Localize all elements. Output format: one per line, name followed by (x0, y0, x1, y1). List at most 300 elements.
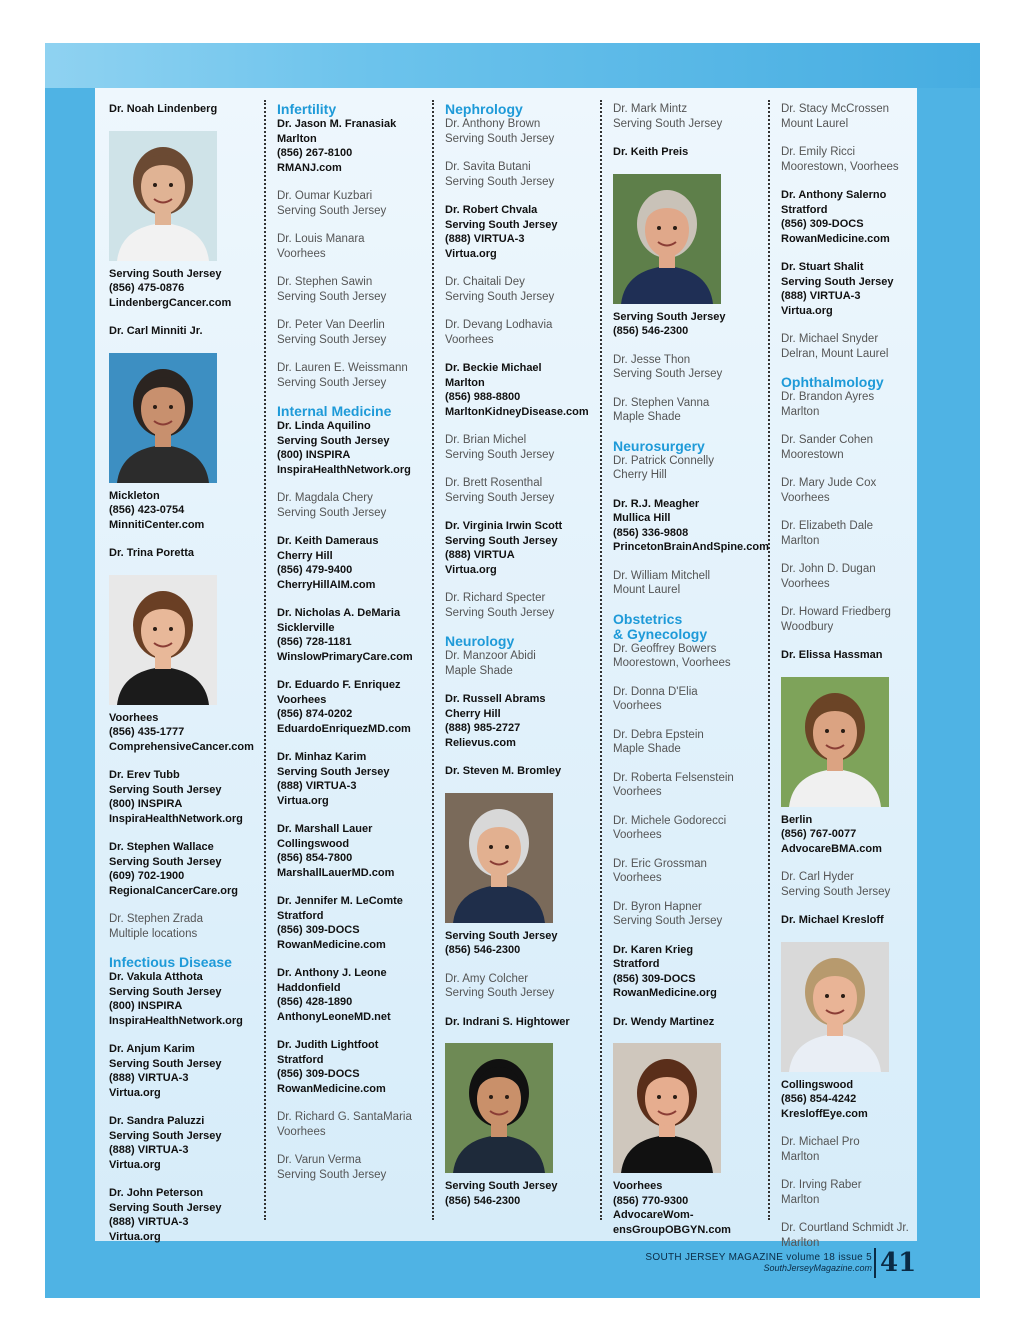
doctor-name: Dr. Marshall Lauer (277, 823, 373, 835)
doctor-name: Dr. Donna D'Elia (613, 685, 698, 698)
doctor-detail: Serving South Jersey (781, 885, 891, 898)
doctor-detail: (800) INSPIRA (109, 798, 183, 810)
photo-trina-poretta (109, 575, 217, 705)
doctor-name: Dr. Courtland Schmidt Jr. (781, 1222, 909, 1234)
doctor-listing (277, 275, 435, 304)
directory-column-4 (613, 102, 771, 1251)
doctor-detail: Serving South Jersey (445, 606, 555, 619)
doctor-listing (445, 1179, 603, 1208)
doctor-detail: Serving South Jersey (445, 987, 555, 999)
doctor-listing (277, 822, 435, 880)
doctor-name: Dr. Roberta Felsenstein (613, 771, 734, 784)
doctor-listing (781, 605, 939, 634)
doctor-detail: Serving South Jersey (445, 491, 555, 504)
doctor-listing (445, 117, 603, 146)
doctor-detail: MinnitiCenter.com (109, 518, 205, 531)
doctor-listing (613, 102, 771, 131)
doctor-name: Dr. Peter Van Deerlin (277, 319, 385, 331)
doctor-listing (277, 491, 435, 520)
doctor-listing (781, 1078, 939, 1122)
doctor-listing (277, 232, 435, 261)
doctor-detail: Virtua.org (109, 1086, 161, 1099)
doctor-name: Dr. Anthony Brown (445, 118, 541, 130)
doctor-name: Dr. Lauren E. Weissmann (277, 362, 408, 374)
photo-carl-minniti (109, 353, 217, 483)
specialty-heading (445, 634, 603, 649)
doctor-detail: Serving South Jersey (445, 218, 558, 231)
doctor-detail: (888) VIRTUA-3 (781, 290, 861, 302)
doctor-listing (109, 768, 267, 826)
doctor-detail: ComprehensiveCancer.com (109, 740, 254, 753)
doctor-detail: Voorhees (445, 333, 494, 346)
doctor-name: Dr. Brandon Ayres (781, 391, 875, 403)
doctor-listing (109, 489, 267, 533)
doctor-listing (445, 591, 603, 620)
doctor-name: Dr. Stephen Vanna (613, 396, 710, 409)
doctor-listing (445, 972, 603, 1001)
doctor-detail: Serving South Jersey (109, 855, 222, 868)
doctor-name: Dr. Devang Lodhavia (445, 319, 553, 331)
doctor-listing (445, 203, 603, 261)
doctor-listing (613, 396, 771, 425)
doctor-detail: Serving South Jersey (277, 434, 390, 447)
doctor-name: Dr. Richard G. SantaMaria (277, 1111, 412, 1123)
doctor-detail: Serving South Jersey (445, 448, 555, 461)
doctor-detail: Serving South Jersey (109, 1129, 222, 1142)
doctor-detail: Collingswood (277, 837, 350, 850)
doctor-name: Dr. Noah Lindenberg (109, 103, 218, 115)
doctor-listing (277, 419, 435, 477)
doctor-listing (445, 433, 603, 462)
doctor-name: Dr. Anthony Salerno (781, 189, 887, 201)
doctor-detail: Stratford (277, 909, 324, 922)
specialty-title: Neurosurgery (613, 437, 705, 454)
doctor-detail: RowanMedicine.com (277, 1082, 386, 1095)
doctor-listing (277, 966, 435, 1024)
doctor-name: Dr. Debra Epstein (613, 728, 704, 741)
doctor-listing (781, 913, 939, 928)
doctor-detail: Serving South Jersey (445, 175, 555, 188)
specialty-heading (613, 439, 771, 454)
specialty-title: Neurology (445, 633, 515, 649)
doctor-detail: Serving South Jersey (445, 132, 555, 145)
doctor-detail: Relievus.com (445, 736, 516, 749)
doctor-listing (781, 1221, 939, 1250)
doctor-name: Dr. Brett Rosenthal (445, 477, 543, 489)
doctor-listing (781, 260, 939, 318)
doctor-detail: LindenbergCancer.com (109, 296, 232, 309)
doctor-name: Serving South Jersey (445, 929, 558, 942)
photo-michael-kresloff (781, 942, 889, 1072)
doctor-listing (781, 188, 939, 246)
doctor-name: Dr. Howard Friedberg (781, 606, 891, 618)
doctor-listing (277, 534, 435, 592)
doctor-name: Dr. William Mitchell (613, 569, 711, 582)
doctor-listing (781, 1135, 939, 1164)
doctor-listing (613, 310, 771, 339)
doctor-detail: Serving South Jersey (613, 117, 723, 130)
doctor-detail: (856) 309-DOCS (277, 1068, 360, 1080)
doctor-detail: Voorhees (781, 577, 830, 590)
doctor-name: Dr. Savita Butani (445, 161, 531, 173)
doctor-detail: (856) 479-9400 (277, 564, 353, 576)
doctor-listing (445, 692, 603, 750)
doctor-name: Dr. Louis Manara (277, 233, 365, 245)
doctor-listing (613, 145, 771, 160)
doctor-name: Dr. Anjum Karim (109, 1043, 195, 1055)
doctor-detail: (800) INSPIRA (277, 449, 351, 461)
doctor-name: Dr. Anthony J. Leone (277, 967, 387, 979)
doctor-listing (613, 900, 771, 929)
directory-column-5 (781, 102, 939, 1264)
doctor-name: Dr. Stuart Shalit (781, 261, 864, 273)
doctor-detail: (856) 267-8100 (277, 147, 353, 159)
doctor-detail: Marlton (445, 376, 485, 389)
doctor-detail: Maple Shade (613, 743, 681, 755)
doctor-name: Dr. Manzoor Abidi (445, 650, 536, 662)
doctor-name: Dr. Jesse Thon (613, 353, 691, 366)
specialty-heading (277, 102, 435, 117)
specialty-heading (613, 612, 771, 642)
specialty-heading (445, 102, 603, 117)
doctor-detail: Maple Shade (613, 411, 681, 423)
doctor-listing (613, 943, 771, 1001)
doctor-detail: Cherry Hill (613, 469, 667, 481)
doctor-detail: (856) 428-1890 (277, 996, 353, 1008)
doctor-name: Dr. John Peterson (109, 1187, 204, 1199)
doctor-detail: Serving South Jersey (445, 290, 555, 303)
doctor-listing (445, 275, 603, 304)
doctor-detail: AdvocareBMA.com (781, 842, 882, 855)
doctor-detail: WinslowPrimaryCare.com (277, 650, 413, 663)
doctor-name: Dr. Brian Michel (445, 434, 527, 446)
doctor-name: Dr. Keith Preis (613, 146, 689, 158)
doctor-detail: (856) 435-1777 (109, 726, 185, 738)
page-footer (632, 1252, 872, 1273)
doctor-detail: Stratford (613, 958, 660, 970)
doctor-detail: (888) 985-2727 (445, 722, 521, 734)
doctor-detail: Mullica Hill (613, 512, 671, 524)
doctor-detail: CherryHillAIM.com (277, 578, 376, 591)
doctor-detail: Virtua.org (445, 563, 497, 576)
doctor-detail: Multiple locations (109, 927, 198, 940)
doctor-listing (781, 519, 939, 548)
photo-steven-bromley (445, 793, 553, 923)
doctor-listing (109, 711, 267, 755)
doctor-detail: Virtua.org (445, 247, 497, 260)
doctor-detail: (888) VIRTUA-3 (277, 780, 357, 792)
doctor-name: Dr. Eric Grossman (613, 857, 707, 870)
doctor-listing (277, 1110, 435, 1139)
doctor-listing (781, 476, 939, 505)
doctor-name: Dr. Michael Snyder (781, 333, 879, 345)
doctor-name: Dr. Richard Specter (445, 592, 546, 604)
specialty-heading (277, 404, 435, 419)
doctor-listing (445, 361, 603, 419)
doctor-detail: Cherry Hill (445, 707, 501, 720)
doctor-listing (445, 519, 603, 577)
doctor-name: Dr. Chaitali Dey (445, 276, 525, 288)
doctor-detail: Voorhees (277, 247, 326, 260)
doctor-detail: Marlton (781, 534, 820, 547)
doctor-listing (781, 332, 939, 361)
doctor-name: Dr. Sander Cohen (781, 434, 874, 446)
doctor-detail: (888) VIRTUA-3 (109, 1216, 189, 1228)
doctor-name: Dr. Russell Abrams (445, 693, 546, 705)
doctor-detail: (856) 423-0754 (109, 504, 185, 516)
doctor-name: Dr. Elizabeth Dale (781, 520, 874, 532)
photo-wendy-martinez (613, 1043, 721, 1173)
doctor-name: Dr. Stephen Sawin (277, 276, 373, 288)
doctor-name: Dr. John D. Dugan (781, 563, 876, 575)
doctor-listing (445, 476, 603, 505)
photo-indrani-hightower (445, 1043, 553, 1173)
doctor-name: Dr. Trina Poretta (109, 547, 194, 559)
doctor-name: Dr. Steven M. Bromley (445, 765, 562, 777)
doctor-name: Dr. Emily Ricci (781, 146, 856, 158)
doctor-detail: Haddonfield (277, 981, 341, 994)
photo-noah-lindenberg (109, 131, 217, 261)
doctor-detail: (856) 309-DOCS (277, 924, 360, 936)
doctor-listing (613, 771, 771, 800)
doctor-name: Dr. Elissa Hassman (781, 649, 883, 661)
doctor-listing (613, 497, 771, 555)
doctor-listing (781, 813, 939, 857)
doctor-name: Dr. Jason M. Franasiak (277, 118, 397, 130)
doctor-name: Dr. Mark Mintz (613, 103, 688, 115)
doctor-name: Voorhees (109, 711, 159, 724)
doctor-detail: PrincetonBrainAndSpine.com (613, 541, 769, 553)
doctor-detail: (888) VIRTUA-3 (109, 1072, 189, 1084)
doctor-listing (781, 562, 939, 591)
doctor-detail: Serving South Jersey (277, 204, 387, 217)
doctor-detail: Virtua.org (277, 794, 329, 807)
doctor-detail: MarshallLauerMD.com (277, 866, 395, 879)
doctor-detail: (856) 770-9300 (613, 1194, 689, 1207)
doctor-detail: Voorhees (277, 1125, 326, 1138)
doctor-name: Dr. Carl Minniti Jr. (109, 325, 203, 337)
doctor-detail: (856) 309-DOCS (613, 972, 696, 985)
doctor-detail: (856) 854-7800 (277, 852, 353, 864)
doctor-listing (445, 160, 603, 189)
doctor-name: Dr. Michele Godorecci (613, 814, 727, 827)
doctor-detail: RowanMedicine.com (277, 938, 386, 951)
doctor-listing (781, 102, 939, 131)
doctor-detail: (856) 546-2300 (445, 944, 521, 956)
doctor-name: Mickleton (109, 489, 160, 502)
doctor-name: Dr. Keith Dameraus (277, 535, 379, 547)
doctor-detail: EduardoEnriquezMD.com (277, 722, 411, 735)
doctor-detail: Serving South Jersey (277, 290, 387, 303)
doctor-detail: Serving South Jersey (277, 765, 390, 778)
doctor-detail: KresloffEye.com (781, 1107, 868, 1120)
doctor-detail: InspiraHealthNetwork.org (277, 463, 411, 476)
doctor-listing (277, 750, 435, 808)
doctor-detail: InspiraHealthNetwork.org (109, 812, 243, 825)
doctor-detail: Stratford (277, 1053, 324, 1066)
doctor-listing (613, 454, 771, 483)
doctor-detail: Maple Shade (445, 664, 513, 677)
doctor-detail: RegionalCancerCare.org (109, 884, 238, 897)
doctor-detail: RowanMedicine.org (613, 987, 717, 999)
doctor-name: Dr. Patrick Connelly (613, 454, 714, 467)
doctor-name: Dr. Erev Tubb (109, 769, 180, 781)
doctor-detail: Virtua.org (109, 1230, 161, 1243)
doctor-name: Serving South Jersey (445, 1180, 558, 1192)
doctor-detail: ensGroupOBGYN.com (613, 1223, 731, 1236)
doctor-detail: (800) INSPIRA (109, 1000, 183, 1012)
specialty-heading (109, 955, 267, 970)
doctor-name: Dr. Michael Pro (781, 1136, 860, 1148)
doctor-detail: Serving South Jersey (277, 1168, 387, 1181)
doctor-name: Dr. Vakula Atthota (109, 971, 203, 983)
doctor-detail: MarltonKidneyDisease.com (445, 405, 589, 418)
page-header-band (45, 43, 980, 88)
doctor-listing (277, 361, 435, 390)
doctor-detail: Voorhees (277, 693, 327, 706)
column-divider (600, 100, 602, 1220)
doctor-name: Dr. Oumar Kuzbari (277, 190, 373, 202)
doctor-name: Dr. Judith Lightfoot (277, 1039, 379, 1051)
specialty-title: Internal Medicine (277, 403, 392, 419)
doctor-name: Dr. Nicholas A. DeMaria (277, 607, 401, 619)
photo-keith-preis (613, 174, 721, 304)
doctor-detail: Marlton (781, 1236, 820, 1249)
page-number: 41 (874, 1248, 916, 1278)
doctor-name: Dr. Stephen Zrada (109, 913, 203, 925)
doctor-name: Berlin (781, 813, 813, 826)
doctor-detail: RowanMedicine.com (781, 232, 890, 245)
directory-column-1 (109, 102, 267, 1258)
doctor-name: Dr. Byron Hapner (613, 900, 702, 913)
doctor-detail: Voorhees (613, 872, 662, 884)
doctor-detail: Serving South Jersey (109, 985, 222, 998)
doctor-detail: (609) 702-1900 (109, 870, 185, 882)
doctor-listing (445, 1015, 603, 1030)
doctor-detail: (888) VIRTUA (445, 549, 515, 561)
doctor-name: Dr. Sandra Paluzzi (109, 1115, 205, 1127)
doctor-listing (109, 546, 267, 561)
doctor-listing (613, 1015, 771, 1030)
doctor-name: Serving South Jersey (613, 310, 726, 323)
doctor-detail: Woodbury (781, 620, 834, 633)
doctor-listing (277, 1038, 435, 1096)
doctor-name: Dr. R.J. Meagher (613, 497, 700, 510)
doctor-detail: Serving South Jersey (277, 506, 387, 519)
doctor-detail: Marlton (781, 405, 820, 418)
doctor-detail: Serving South Jersey (277, 333, 387, 346)
doctor-detail: Marlton (781, 1193, 820, 1206)
directory-column-3 (445, 102, 603, 1222)
doctor-listing (613, 353, 771, 382)
doctor-name: Dr. Stacy McCrossen (781, 103, 889, 115)
specialty-title: Obstetrics (613, 610, 683, 627)
doctor-detail: (856) 854-4242 (781, 1093, 857, 1105)
doctor-detail: (888) VIRTUA-3 (109, 1144, 189, 1156)
doctor-name: Dr. Amy Colcher (445, 972, 529, 985)
doctor-detail: (856) 874-0202 (277, 708, 353, 720)
doctor-listing (445, 318, 603, 347)
doctor-detail: Delran, Mount Laurel (781, 347, 889, 360)
doctor-detail: AdvocareWom- (613, 1209, 694, 1221)
doctor-listing (109, 840, 267, 898)
specialty-title: Ophthalmology (781, 374, 884, 390)
doctor-listing (277, 318, 435, 347)
doctor-listing (277, 189, 435, 218)
column-divider (432, 100, 434, 1220)
doctor-listing (277, 1153, 435, 1182)
doctor-detail: (856) 546-2300 (445, 1194, 521, 1207)
doctor-listing (109, 912, 267, 941)
doctor-detail: (856) 767-0077 (781, 828, 857, 840)
column-divider (264, 100, 266, 1220)
specialty-title: Infertility (277, 101, 337, 117)
doctor-listing (277, 678, 435, 736)
doctor-listing (109, 1186, 267, 1244)
doctor-detail: Mount Laurel (613, 584, 681, 596)
doctor-listing (781, 433, 939, 462)
doctor-listing (109, 102, 267, 117)
magazine-issue-line: SOUTH JERSEY MAGAZINE volume 18 issue 5 (645, 1252, 872, 1263)
doctor-detail: Cherry Hill (277, 549, 333, 562)
doctor-listing (781, 145, 939, 174)
doctor-detail: Voorhees (613, 829, 662, 841)
doctor-name: Serving South Jersey (109, 267, 222, 280)
doctor-detail: InspiraHealthNetwork.org (109, 1014, 243, 1027)
doctor-detail: (888) VIRTUA-3 (445, 233, 525, 245)
doctor-detail: Moorestown, Voorhees (781, 160, 899, 173)
doctor-name: Dr. Geoffrey Bowers (613, 642, 717, 655)
doctor-listing (613, 857, 771, 886)
doctor-listing (109, 1114, 267, 1172)
doctor-detail: Serving South Jersey (613, 368, 723, 380)
doctor-detail: Marlton (781, 1150, 820, 1163)
doctor-name: Dr. Stephen Wallace (109, 841, 214, 853)
doctor-detail: (856) 988-8800 (445, 391, 521, 403)
doctor-name: Dr. Wendy Martinez (613, 1015, 715, 1028)
directory-column-2 (277, 102, 435, 1196)
doctor-listing (613, 814, 771, 843)
doctor-name: Collingswood (781, 1078, 854, 1091)
doctor-name: Dr. Varun Verma (277, 1154, 362, 1166)
doctor-detail: Voorhees (613, 786, 662, 798)
doctor-detail: Moorestown, Voorhees (613, 657, 731, 669)
doctor-listing (613, 685, 771, 714)
doctor-name: Dr. Jennifer M. LeComte (277, 895, 403, 907)
doctor-name: Dr. Indrani S. Hightower (445, 1015, 570, 1028)
doctor-detail: Serving South Jersey (277, 376, 387, 389)
doctor-detail: (856) 336-9808 (613, 526, 689, 539)
doctor-detail: Serving South Jersey (445, 534, 558, 547)
doctor-detail: Sicklerville (277, 621, 335, 634)
doctor-detail: Serving South Jersey (109, 1057, 222, 1070)
doctor-listing (445, 764, 603, 779)
doctor-detail: Stratford (781, 203, 828, 216)
doctor-name: Dr. Irving Raber (781, 1179, 862, 1191)
photo-elissa-hassman (781, 677, 889, 807)
doctor-detail: Marlton (277, 132, 317, 145)
specialty-title: Infectious Disease (109, 954, 232, 970)
doctor-name: Dr. Mary Jude Cox (781, 477, 877, 489)
doctor-detail: (856) 728-1181 (277, 636, 352, 648)
doctor-detail: Serving South Jersey (781, 275, 894, 288)
doctor-detail: Virtua.org (781, 304, 833, 317)
doctor-listing (109, 1042, 267, 1100)
doctor-listing (781, 1178, 939, 1207)
doctor-listing (613, 569, 771, 598)
doctor-listing (613, 642, 771, 671)
doctor-name: Dr. Carl Hyder (781, 871, 854, 883)
